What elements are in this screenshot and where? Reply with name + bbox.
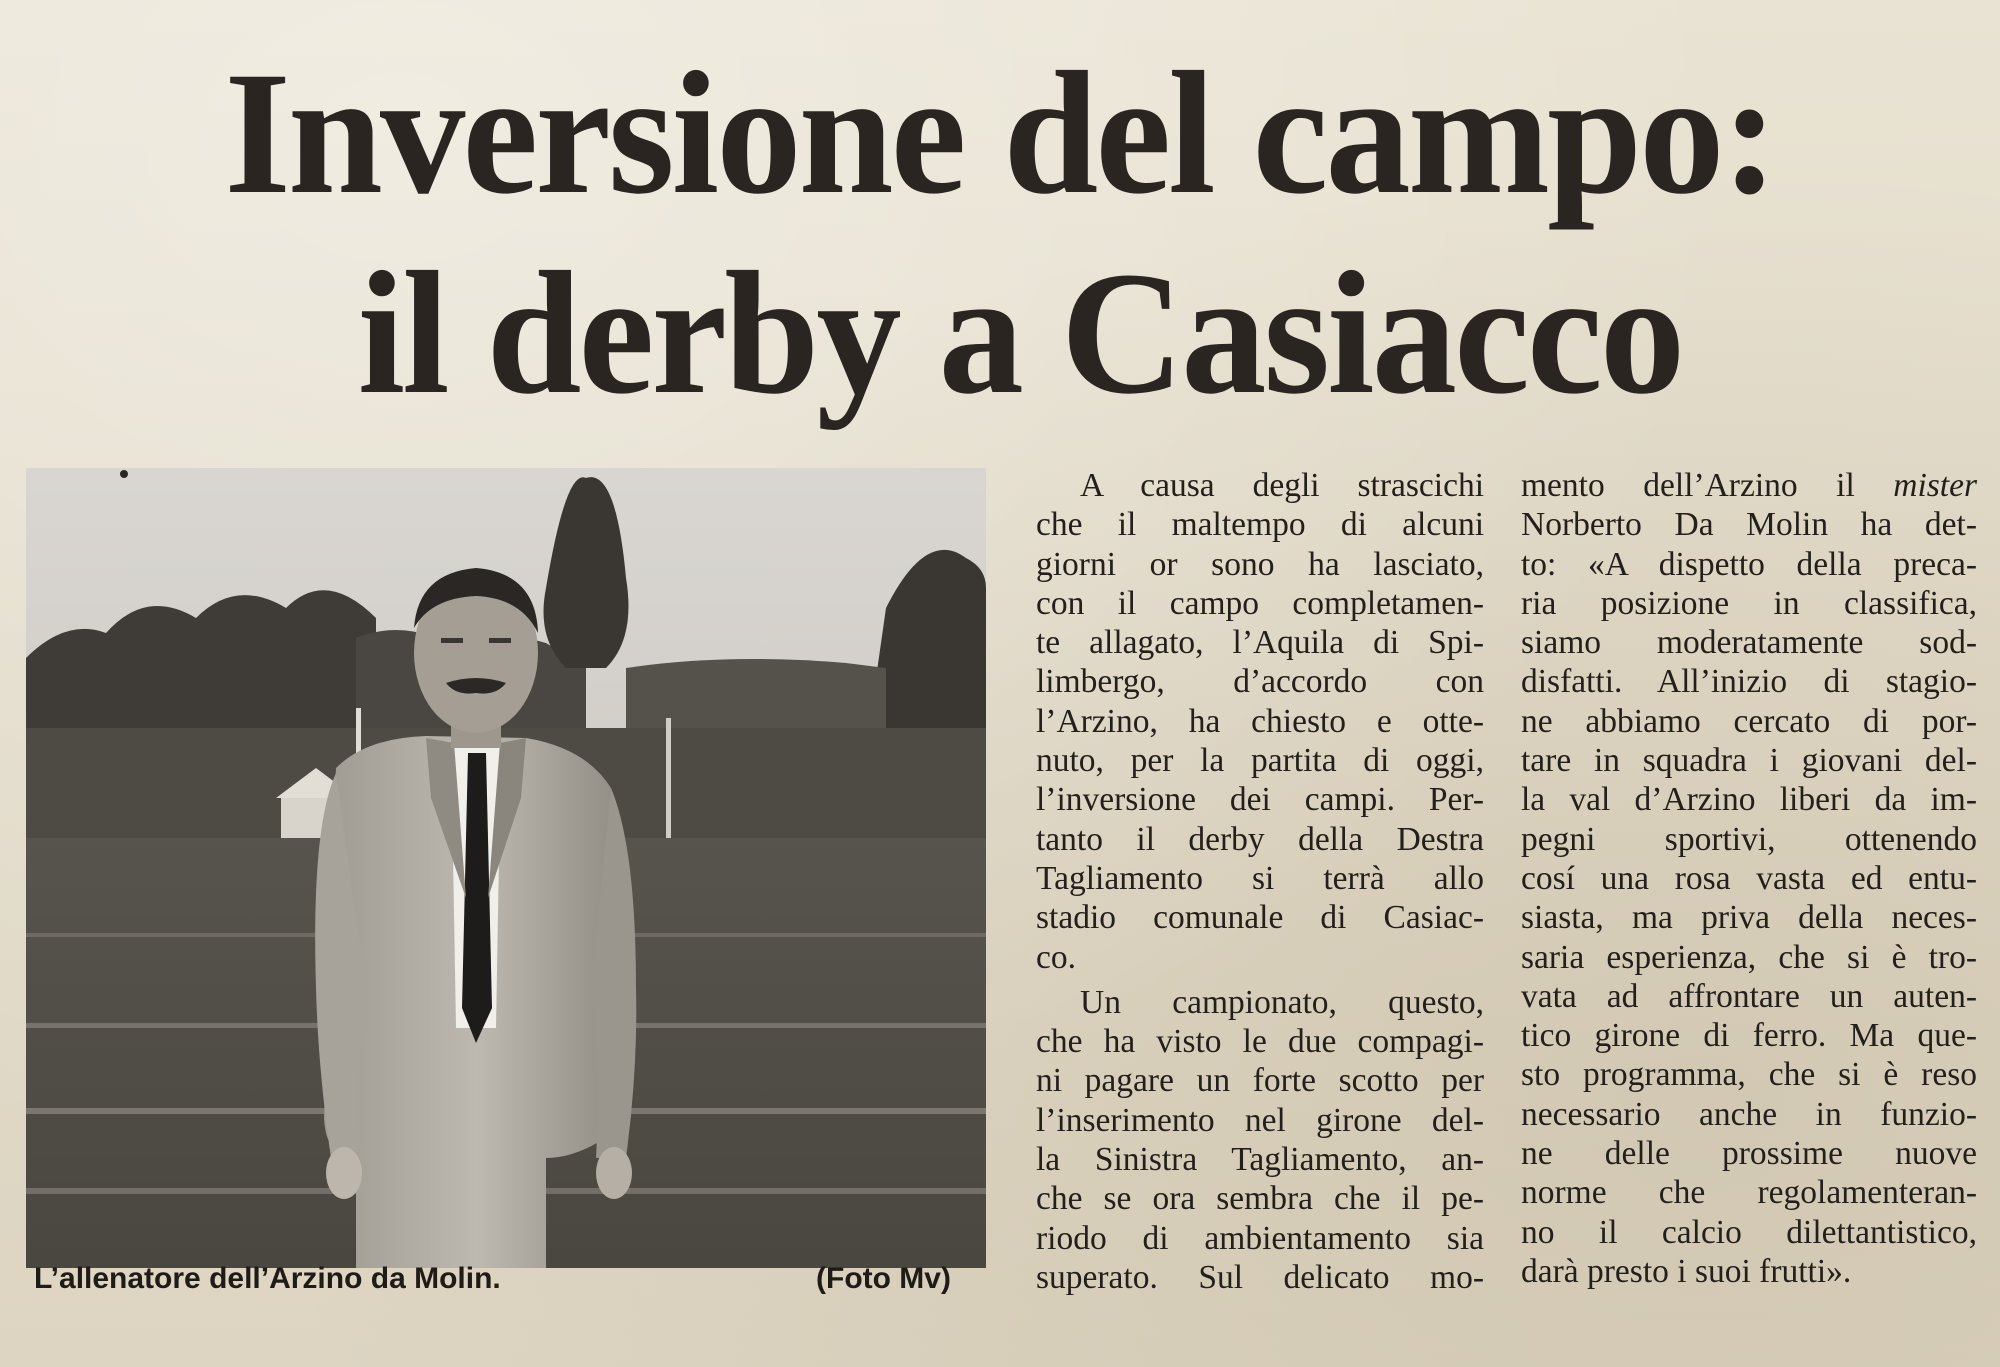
text-line: Norberto Da Molin ha det- (1521, 506, 1977, 544)
text-line: giorni or sono ha lasciato, (1036, 545, 1484, 583)
text-line: siasta, ma priva della neces- (1521, 899, 1977, 937)
photo-credit: (Foto Mv) (816, 1262, 951, 1295)
text-line: l’Arzino, ha chiesto e otte- (1036, 702, 1484, 740)
text-line: la val d’Arzino liberi da im- (1521, 781, 1977, 819)
text-line: to: «A dispetto della preca- (1521, 545, 1977, 583)
text-line: norme che regolamenteran- (1521, 1174, 1977, 1212)
text-line: Tagliamento si terrà allo (1036, 859, 1484, 897)
text-line: ne delle prossime nuove (1521, 1135, 1977, 1173)
text-line: l’inversione dei campi. Per- (1036, 781, 1484, 819)
article-photo (26, 468, 986, 1268)
text-line: la Sinistra Tagliamento, an- (1036, 1141, 1484, 1179)
text-line: riodo di ambientamento sia (1036, 1219, 1484, 1257)
text-line: pegni sportivi, ottenendo (1521, 820, 1977, 858)
text-line: che ha visto le due compagi- (1036, 1023, 1484, 1061)
text-line (1521, 466, 1977, 505)
article-column-1 (1036, 466, 1484, 1297)
text-line: limbergo, d’accordo con (1036, 663, 1484, 701)
text-line: te allagato, l’Aquila di Spi- (1036, 624, 1484, 662)
text-line: nuto, per la partita di oggi, (1036, 742, 1484, 780)
text-line: ne abbiamo cercato di por- (1521, 702, 1977, 740)
text-line: che se ora sembra che il pe- (1036, 1180, 1484, 1218)
headline-line-1: Inversione del campo: (224, 36, 1776, 231)
text-line: co. (1036, 938, 1076, 976)
text-line: tanto il derby della Destra (1036, 820, 1484, 858)
text-line: siamo moderatamente sod- (1521, 624, 1977, 662)
text-line: cosí una rosa vasta ed entu- (1521, 859, 1977, 897)
text-line: vata ad affrontare un auten- (1521, 977, 1977, 1015)
text-line: saria esperienza, che si è tro- (1521, 938, 1977, 976)
text-line: ria posizione in classifica, (1521, 584, 1977, 622)
text-line: tico girone di ferro. Ma que- (1521, 1017, 1977, 1055)
text-line: darà presto i suoi frutti». (1521, 1252, 1852, 1290)
article-column-2 (1521, 466, 1977, 1291)
text-line: che il maltempo di alcuni (1036, 506, 1484, 544)
italic-word: mister (1893, 467, 1977, 504)
text-line: con il campo completamen- (1036, 584, 1484, 622)
text-line: superato. Sul delicato mo- (1036, 1258, 1484, 1296)
text-line: sto programma, che si è reso (1521, 1056, 1977, 1094)
text-line: disfatti. All’inizio di stagio- (1521, 663, 1977, 701)
text-line: Un campionato, questo, (1080, 983, 1484, 1021)
headline-line-2: il derby a Casiacco (357, 236, 1683, 431)
text-line: tare in squadra i giovani del- (1521, 742, 1977, 780)
text-line: stadio comunale di Casiac- (1036, 899, 1484, 937)
text-line: A causa degli strascichi (1080, 467, 1484, 504)
text-line: l’inserimento nel girone del- (1036, 1101, 1484, 1139)
text-line: necessario anche in funzio- (1521, 1095, 1977, 1133)
text-line: ni pagare un forte scotto per (1036, 1062, 1484, 1100)
text-line: no il calcio dilettantistico, (1521, 1213, 1977, 1251)
photo-caption: L’allenatore dell’Arzino da Molin. (34, 1262, 501, 1295)
text-fragment: mento dell’Arzino il (1521, 467, 1894, 504)
